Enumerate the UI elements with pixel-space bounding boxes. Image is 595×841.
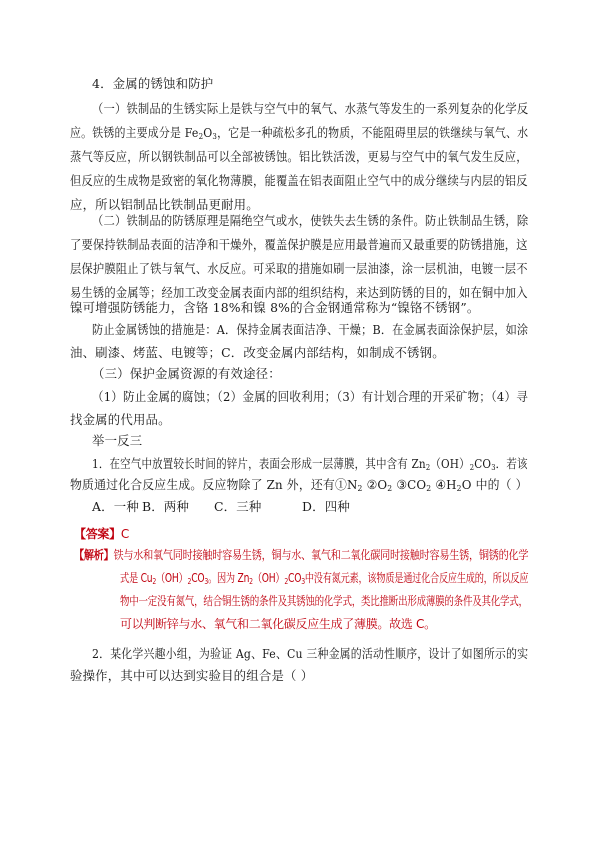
q1-line-1: 1．在空气中放置较长时间的锌片，表面会形成一层薄膜，其中含有 $Zn_2(OH)_2CO_3$．若该: [92, 456, 528, 472]
analysis-line-1: 【解析】铁与水和氧气同时接触时容易生锈，铜与水、氧气和二氧化碳同时接触时容易生锈，铜锈的化学: [74, 548, 529, 562]
q1-option-d: D．四种: [302, 499, 350, 514]
answer-value: C: [120, 527, 129, 541]
p3-line-1: 防止金属锈蚀的措施是：A．保持金属表面洁净、干燥；B．在金属表面涂保护层，如涂: [92, 322, 529, 337]
section-title: 4．金属的锈蚀和防护: [92, 76, 214, 91]
answer-line: [74, 526, 129, 542]
q1-options: [0, 499, 595, 515]
q1-option-a: A．一种: [92, 499, 139, 514]
p3-line-2: 油、刷漆、烤蓝、电镀等；C．改变金属内部结构，如制成不锈钢。: [70, 345, 445, 360]
analysis-line-3: 物中一定没有氮气，结合铜生锈的条件及其锈蚀的化学式，类比推断出形成薄膜的条件及其化学式，: [120, 594, 528, 608]
q1-option-c: C．三种: [214, 499, 262, 514]
analysis-label: 【解析】: [74, 548, 114, 562]
p1-line-2: 应。铁锈的主要成分是 $Fe_2O_3$，它是一种疏松多孔的物质，不能阻碍里层的铁继续与氧气、水: [70, 125, 529, 141]
p1-line-4: 但反应的生成物是致密的氧化物薄膜，能覆盖在铝表面阻止空气中的成分继续与内层的铝反: [70, 173, 528, 188]
q1-option-b: B．两种: [142, 499, 190, 514]
p5-line-2: 找金属的代用品。: [70, 412, 171, 427]
p1-line-3: 蒸气等反应，所以钢铁制品可以全部被锈蚀。铝比铁活泼，更易与空气中的氧气发生反应，: [70, 149, 528, 164]
analysis-line-2: 式是 $Cu_2(OH)_2CO_3$。因为 $Zn_2(OH)_2CO_3$中没有氮元素，该物质是通过化合反应生成的，所以反应: [120, 571, 529, 586]
heading-practice: 举一反三: [92, 433, 143, 448]
p2-line-1: （二）铁制品的防锈原理是隔绝空气或水，使铁失去生锈的条件。防止铁制品生锈，除: [92, 213, 529, 228]
q2-line-2: 验操作，其中可以达到实验目的组合是（ ）: [70, 668, 314, 683]
p2-line-3: 层保护膜阻止了铁与氧气、水反应。可采取的措施如刷一层油漆，涂一层机油，电镀一层不: [70, 261, 528, 276]
p1-line-1: （一）铁制品的生锈实际上是铁与空气中的氧气、水蒸气等发生的一系列复杂的化学反: [92, 101, 529, 116]
q1-line-2: 物质通过化合反应生成。反应物除了 Zn 外，还有$①N_2$ $②O_2$ $③CO_2$ $④H_2O$ 中的（ ）: [70, 477, 528, 493]
p4-line-1: （三）保护金属资源的有效途径：: [92, 366, 281, 381]
p2-line-2: 了要保持铁制品表面的洁净和干燥外，覆盖保护膜是应用最普遍而又最重要的防锈措施，这: [70, 237, 528, 252]
answer-label: 【答案】: [74, 527, 121, 541]
analysis-line-4: 可以判断锌与水、氧气和二氧化碳反应生成了薄膜。故选 C。: [120, 617, 436, 631]
p2-line-4: 易生锈的金属等；经加工改变金属表面内部的组织结构，来达到防锈的目的，如在铜中加入: [70, 285, 528, 300]
p5-line-1: （1）防止金属的腐蚀；（2）金属的回收利用；（3）有计划合理的开采矿物；（4）寻: [92, 389, 528, 404]
p1-line-5: 应，所以铝制品比铁制品更耐用。: [70, 197, 259, 212]
q2-line-1: 2．某化学兴趣小组，为验证 Ag、Fe、Cu 三种金属的活动性顺序，设计了如图所示的实: [92, 646, 529, 661]
p2-line-5: 镍可增强防锈能力，含铬 18%和镍 8%的合金钢通常称为“镍铬不锈钢”。: [70, 300, 480, 315]
